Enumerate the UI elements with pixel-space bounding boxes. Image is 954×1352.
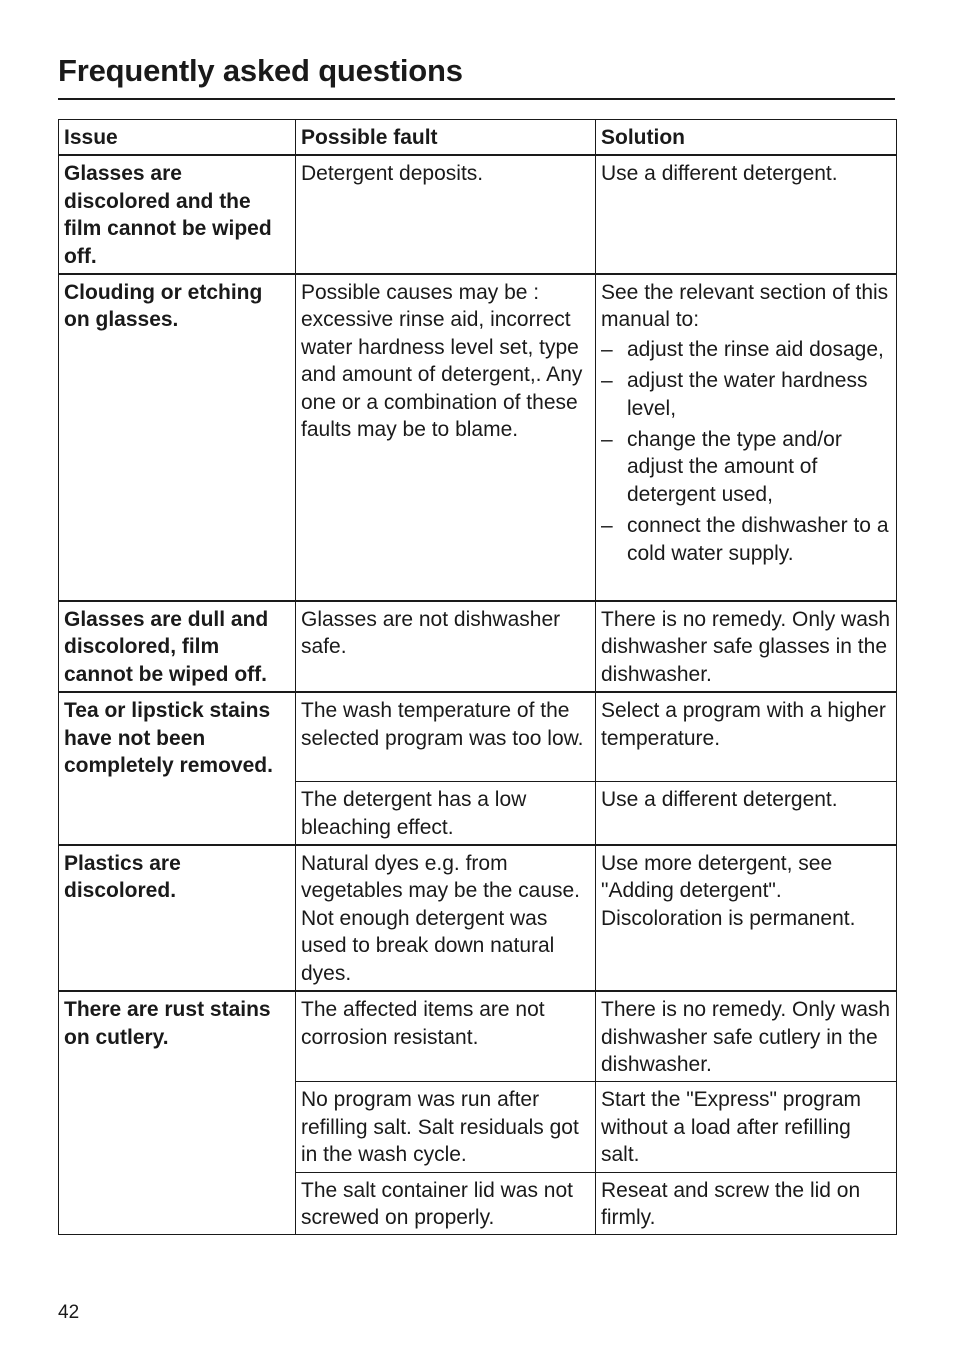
solution-cell: Start the "Express" program without a load after refilling salt. [596, 1082, 897, 1172]
faq-table [58, 119, 897, 1235]
header-possible-fault: Possible fault [296, 120, 596, 156]
fault-cell: The affected items are not corrosion resistant. [296, 991, 596, 1082]
solution-list [601, 336, 891, 567]
issue-cell: Glasses are discolored and the film cannot be wiped off. [59, 155, 296, 274]
solution-cell: Use more detergent, see "Adding detergent". Discoloration is permanent. [596, 845, 897, 991]
solution-intro: See the relevant section of this manual to: [601, 281, 889, 332]
table-row [59, 155, 897, 274]
page-number: 42 [58, 1302, 80, 1323]
list-item: – change the type and/or adjust the amount of detergent used, [601, 426, 891, 508]
fault-cell: The wash temperature of the selected program was too low. [296, 692, 596, 782]
solution-cell: Select a program with a higher temperature. [596, 692, 897, 782]
table-row [59, 845, 897, 991]
fault-cell: The detergent has a low bleaching effect. [296, 782, 596, 845]
table-row [59, 274, 897, 601]
fault-cell: Natural dyes e.g. from vegetables may be the cause. Not enough detergent was used to break down natural dyes. [296, 845, 596, 991]
solution-cell: Use a different detergent. [596, 155, 897, 274]
header-solution: Solution [596, 120, 897, 156]
table-row [59, 692, 897, 782]
table-row [59, 601, 897, 692]
page-title: Frequently asked questions [58, 53, 463, 88]
table-header-row [59, 120, 897, 156]
list-item: – adjust the rinse aid dosage, [601, 336, 891, 363]
header-issue: Issue [59, 120, 296, 156]
issue-cell: There are rust stains on cutlery. [59, 991, 296, 1235]
solution-cell: Use a different detergent. [596, 782, 897, 845]
solution-cell: There is no remedy. Only wash dishwasher safe cutlery in the dishwasher. [596, 991, 897, 1082]
title-divider [58, 98, 895, 100]
issue-cell: Tea or lipstick stains have not been completely removed. [59, 692, 296, 845]
issue-cell: Plastics are discolored. [59, 845, 296, 991]
fault-cell: The salt container lid was not screwed on properly. [296, 1172, 596, 1235]
solution-cell [596, 274, 897, 601]
list-item: – adjust the water hardness level, [601, 367, 891, 422]
table-row [59, 991, 897, 1082]
fault-cell: No program was run after refilling salt. Salt residuals got in the wash cycle. [296, 1082, 596, 1172]
solution-cell: There is no remedy. Only wash dishwasher safe glasses in the dishwasher. [596, 601, 897, 692]
issue-cell: Clouding or etching on glasses. [59, 274, 296, 601]
solution-cell: Reseat and screw the lid on firmly. [596, 1172, 897, 1235]
fault-cell: Glasses are not dishwasher safe. [296, 601, 596, 692]
fault-cell: Detergent deposits. [296, 155, 596, 274]
list-item: – connect the dishwasher to a cold water supply. [601, 512, 891, 567]
fault-cell: Possible causes may be : excessive rinse aid, incorrect water hardness level set, type and amount of detergent,. Any one or a combination of these faults may be to blame. [296, 274, 596, 601]
issue-cell: Glasses are dull and discolored, film cannot be wiped off. [59, 601, 296, 692]
